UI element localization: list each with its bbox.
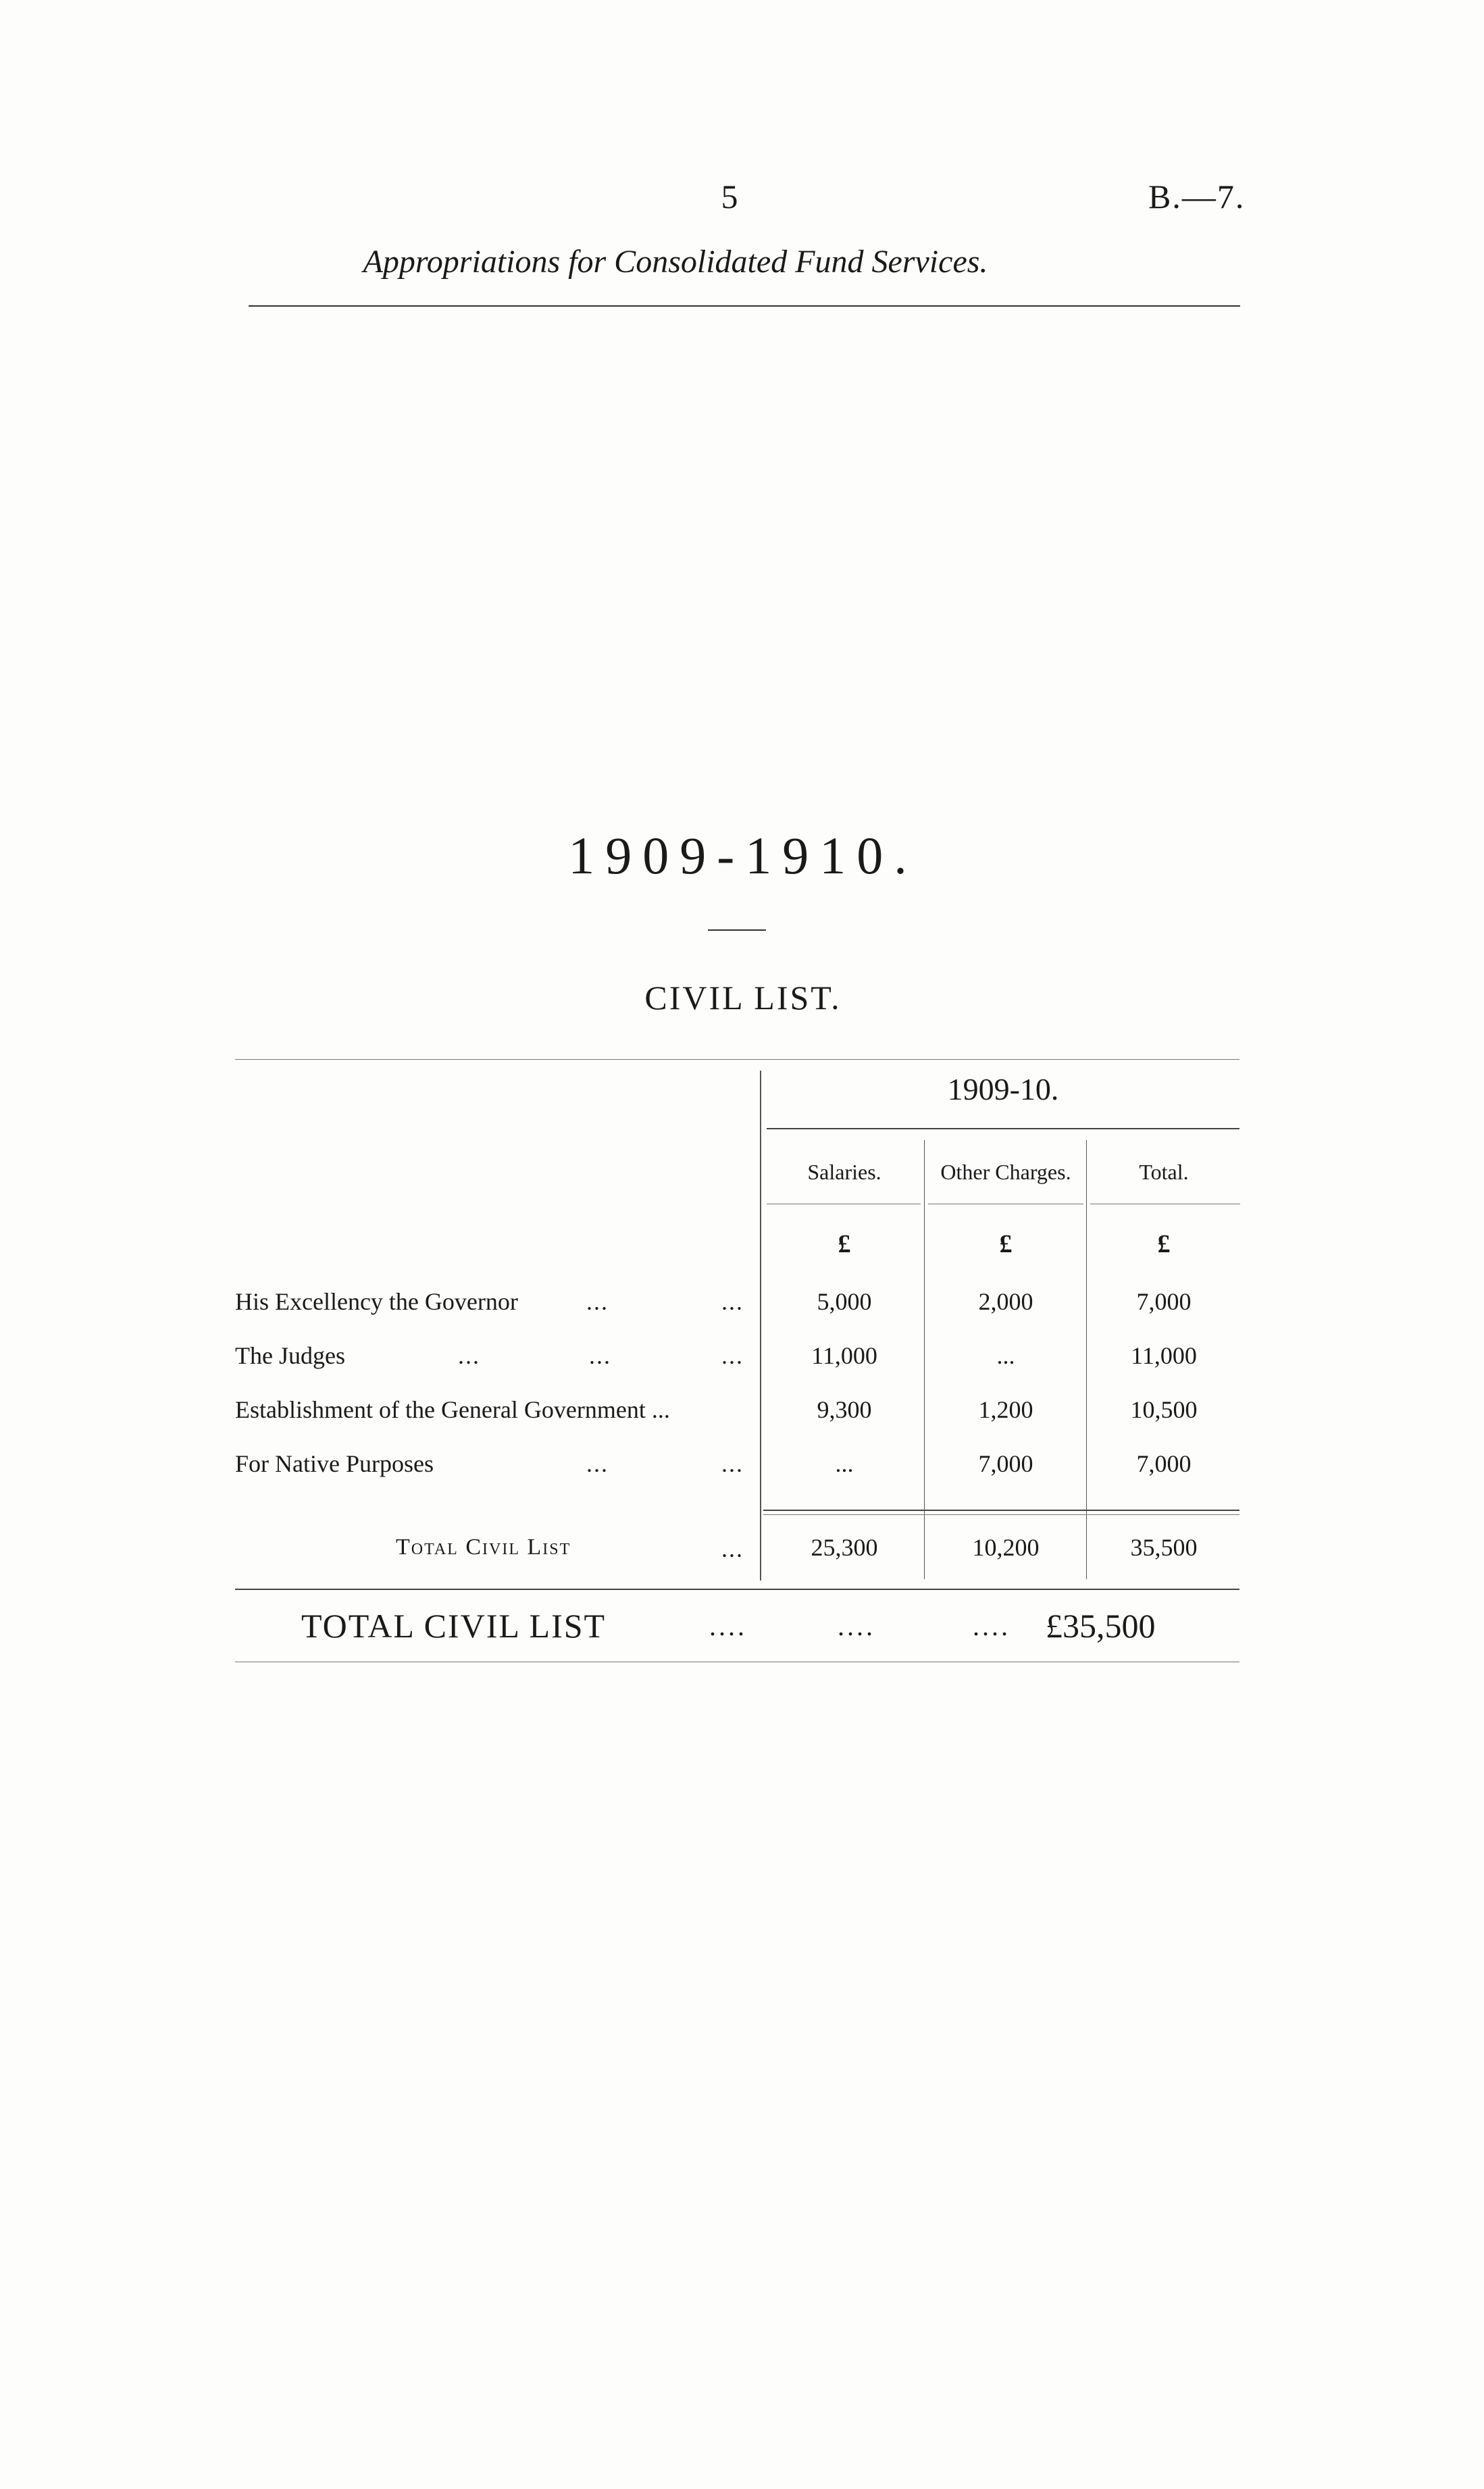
year-group-header: 1909-10.	[947, 1072, 1059, 1106]
table-bottom-rule	[235, 1589, 1239, 1590]
column-header-other-charges: Other Charges.	[940, 1160, 1071, 1184]
row-label-governor: His Excellency the Governor	[235, 1288, 518, 1315]
row-label-judges: The Judges	[235, 1342, 345, 1369]
row-dots: ...	[586, 1288, 609, 1315]
row-dots: ...	[721, 1450, 744, 1477]
row-label-native-purposes: For Native Purposes	[235, 1450, 434, 1477]
row-dots: ... ...	[458, 1342, 611, 1369]
section-title: CIVIL LIST.	[644, 979, 842, 1017]
cell-other-charges: 1,200	[978, 1396, 1033, 1423]
cell-total: 7,000	[1136, 1288, 1192, 1315]
header-rule	[249, 305, 1240, 307]
year-heading: 1909-1910.	[568, 826, 918, 885]
table-divider-mid2	[1086, 1140, 1087, 1579]
leader-dots: ....	[709, 1611, 747, 1641]
subtotal-rule-double	[763, 1514, 1239, 1515]
short-rule	[708, 929, 766, 931]
cell-total: 7,000	[1136, 1450, 1192, 1477]
document-reference: B.—7.	[1148, 178, 1246, 215]
cell-total: 10,500	[1130, 1396, 1198, 1423]
cell-salaries: ...	[835, 1450, 854, 1477]
cell-other-charges: 2,000	[978, 1288, 1033, 1315]
currency-total: £	[1157, 1230, 1171, 1258]
cell-salaries: 11,000	[811, 1342, 877, 1369]
row-dots: ...	[586, 1450, 609, 1477]
cell-salaries: 9,300	[817, 1396, 872, 1423]
grand-total-value: £35,500	[1046, 1607, 1156, 1645]
page-number: 5	[721, 178, 738, 215]
currency-salaries: £	[838, 1230, 851, 1258]
total-salaries: 25,300	[811, 1534, 878, 1561]
total-total: 35,500	[1130, 1534, 1198, 1561]
row-dots: ...	[721, 1288, 744, 1315]
cell-other-charges: ...	[996, 1342, 1015, 1369]
subtotal-rule	[763, 1510, 1239, 1511]
currency-other: £	[999, 1230, 1013, 1258]
total-row-label: Total Civil List	[396, 1535, 571, 1560]
row-dots: ...	[721, 1535, 744, 1562]
year-group-rule	[767, 1128, 1239, 1129]
row-label-general-government: Establishment of the General Government ...	[235, 1396, 670, 1423]
cell-salaries: 5,000	[817, 1288, 872, 1315]
leader-dots: ....	[838, 1611, 875, 1641]
table-divider-mid1	[924, 1140, 925, 1579]
cell-total: 11,000	[1131, 1342, 1197, 1369]
table-divider-left	[760, 1071, 761, 1581]
running-title: Appropriations for Consolidated Fund Services.	[363, 244, 988, 280]
row-dots: ...	[721, 1342, 744, 1369]
total-other-charges: 10,200	[972, 1534, 1040, 1561]
leader-dots: ....	[973, 1611, 1010, 1641]
grand-total-label: TOTAL CIVIL LIST	[301, 1607, 607, 1645]
cell-other-charges: 7,000	[978, 1450, 1033, 1477]
column-header-total: Total.	[1139, 1160, 1189, 1184]
table-top-rule	[235, 1059, 1239, 1060]
column-header-salaries: Salaries.	[807, 1160, 881, 1184]
